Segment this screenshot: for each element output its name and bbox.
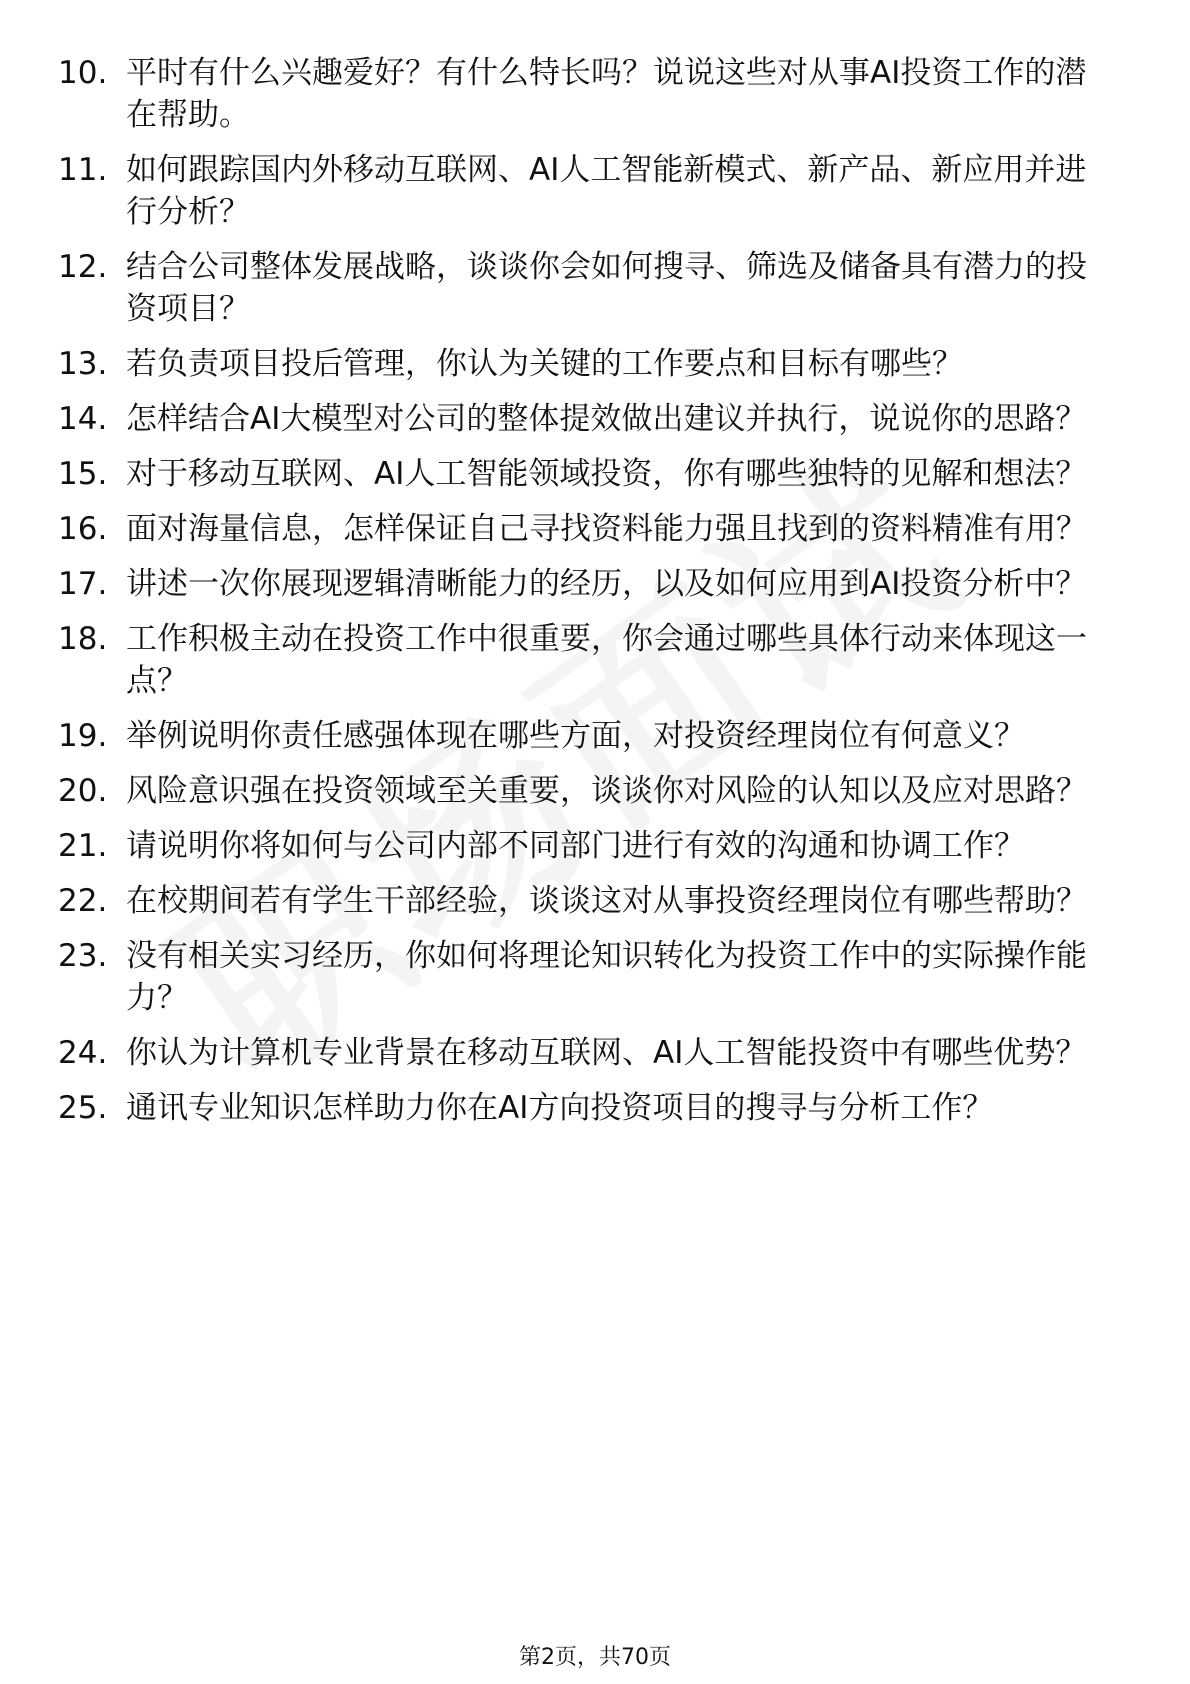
question-text: 如何跟踪国内外移动互联网、AI人工智能新模式、新产品、新应用并进行分析？ <box>126 152 1087 230</box>
question-list <box>0 52 1190 1142</box>
question-text: 讲述一次你展现逻辑清晰能力的经历，以及如何应用到AI投资分析中？ <box>126 566 1087 602</box>
question-item-15 <box>0 453 1190 495</box>
question-item-16 <box>0 508 1190 550</box>
question-number: 15. <box>58 456 108 492</box>
question-text: 举例说明你责任感强体现在哪些方面，对投资经理岗位有何意义？ <box>126 718 1025 754</box>
question-item-22 <box>0 880 1190 922</box>
question-text: 平时有什么兴趣爱好？有什么特长吗？说说这些对从事AI投资工作的潜在帮助。 <box>126 55 1087 133</box>
question-number: 22. <box>58 883 108 919</box>
question-number: 21. <box>58 828 108 864</box>
question-number: 19. <box>58 718 108 754</box>
question-item-18 <box>0 618 1190 702</box>
question-number: 11. <box>58 152 108 188</box>
question-text: 请说明你将如何与公司内部不同部门进行有效的沟通和协调工作？ <box>126 828 1025 864</box>
question-number: 12. <box>58 249 108 285</box>
question-text: 怎样结合AI大模型对公司的整体提效做出建议并执行，说说你的思路？ <box>126 401 1087 437</box>
question-item-25 <box>0 1087 1190 1129</box>
question-text: 风险意识强在投资领域至关重要，谈谈你对风险的认知以及应对思路？ <box>126 773 1087 809</box>
question-item-19 <box>0 715 1190 757</box>
question-number: 13. <box>58 346 108 382</box>
question-text: 面对海量信息，怎样保证自己寻找资料能力强且找到的资料精准有用？ <box>126 511 1087 547</box>
question-text: 在校期间若有学生干部经验，谈谈这对从事投资经理岗位有哪些帮助？ <box>126 883 1087 919</box>
question-text: 没有相关实习经历，你如何将理论知识转化为投资工作中的实际操作能力？ <box>126 938 1087 1016</box>
question-text: 对于移动互联网、AI人工智能领域投资，你有哪些独特的见解和想法？ <box>126 456 1087 492</box>
question-number: 16. <box>58 511 108 547</box>
question-number: 23. <box>58 938 108 974</box>
question-item-11 <box>0 149 1190 233</box>
question-text: 通讯专业知识怎样助力你在AI方向投资项目的搜寻与分析工作？ <box>126 1090 994 1126</box>
question-text: 若负责项目投后管理，你认为关键的工作要点和目标有哪些？ <box>126 346 963 382</box>
question-item-14 <box>0 398 1190 440</box>
question-item-10 <box>0 52 1190 136</box>
question-item-23 <box>0 935 1190 1019</box>
page-footer: 第2页，共70页 <box>519 1645 671 1670</box>
question-item-17 <box>0 563 1190 605</box>
question-number: 17. <box>58 566 108 602</box>
question-item-13 <box>0 343 1190 385</box>
question-item-12 <box>0 246 1190 330</box>
question-number: 14. <box>58 401 108 437</box>
question-item-21 <box>0 825 1190 867</box>
question-number: 18. <box>58 621 108 657</box>
question-item-20 <box>0 770 1190 812</box>
question-number: 20. <box>58 773 108 809</box>
question-text: 你认为计算机专业背景在移动互联网、AI人工智能投资中有哪些优势？ <box>126 1035 1087 1071</box>
question-number: 24. <box>58 1035 108 1071</box>
question-text: 结合公司整体发展战略，谈谈你会如何搜寻、筛选及储备具有潜力的投资项目？ <box>126 249 1087 327</box>
question-item-24 <box>0 1032 1190 1074</box>
question-number: 10. <box>58 55 108 91</box>
question-text: 工作积极主动在投资工作中很重要，你会通过哪些具体行动来体现这一点？ <box>126 621 1087 699</box>
question-number: 25. <box>58 1090 108 1126</box>
